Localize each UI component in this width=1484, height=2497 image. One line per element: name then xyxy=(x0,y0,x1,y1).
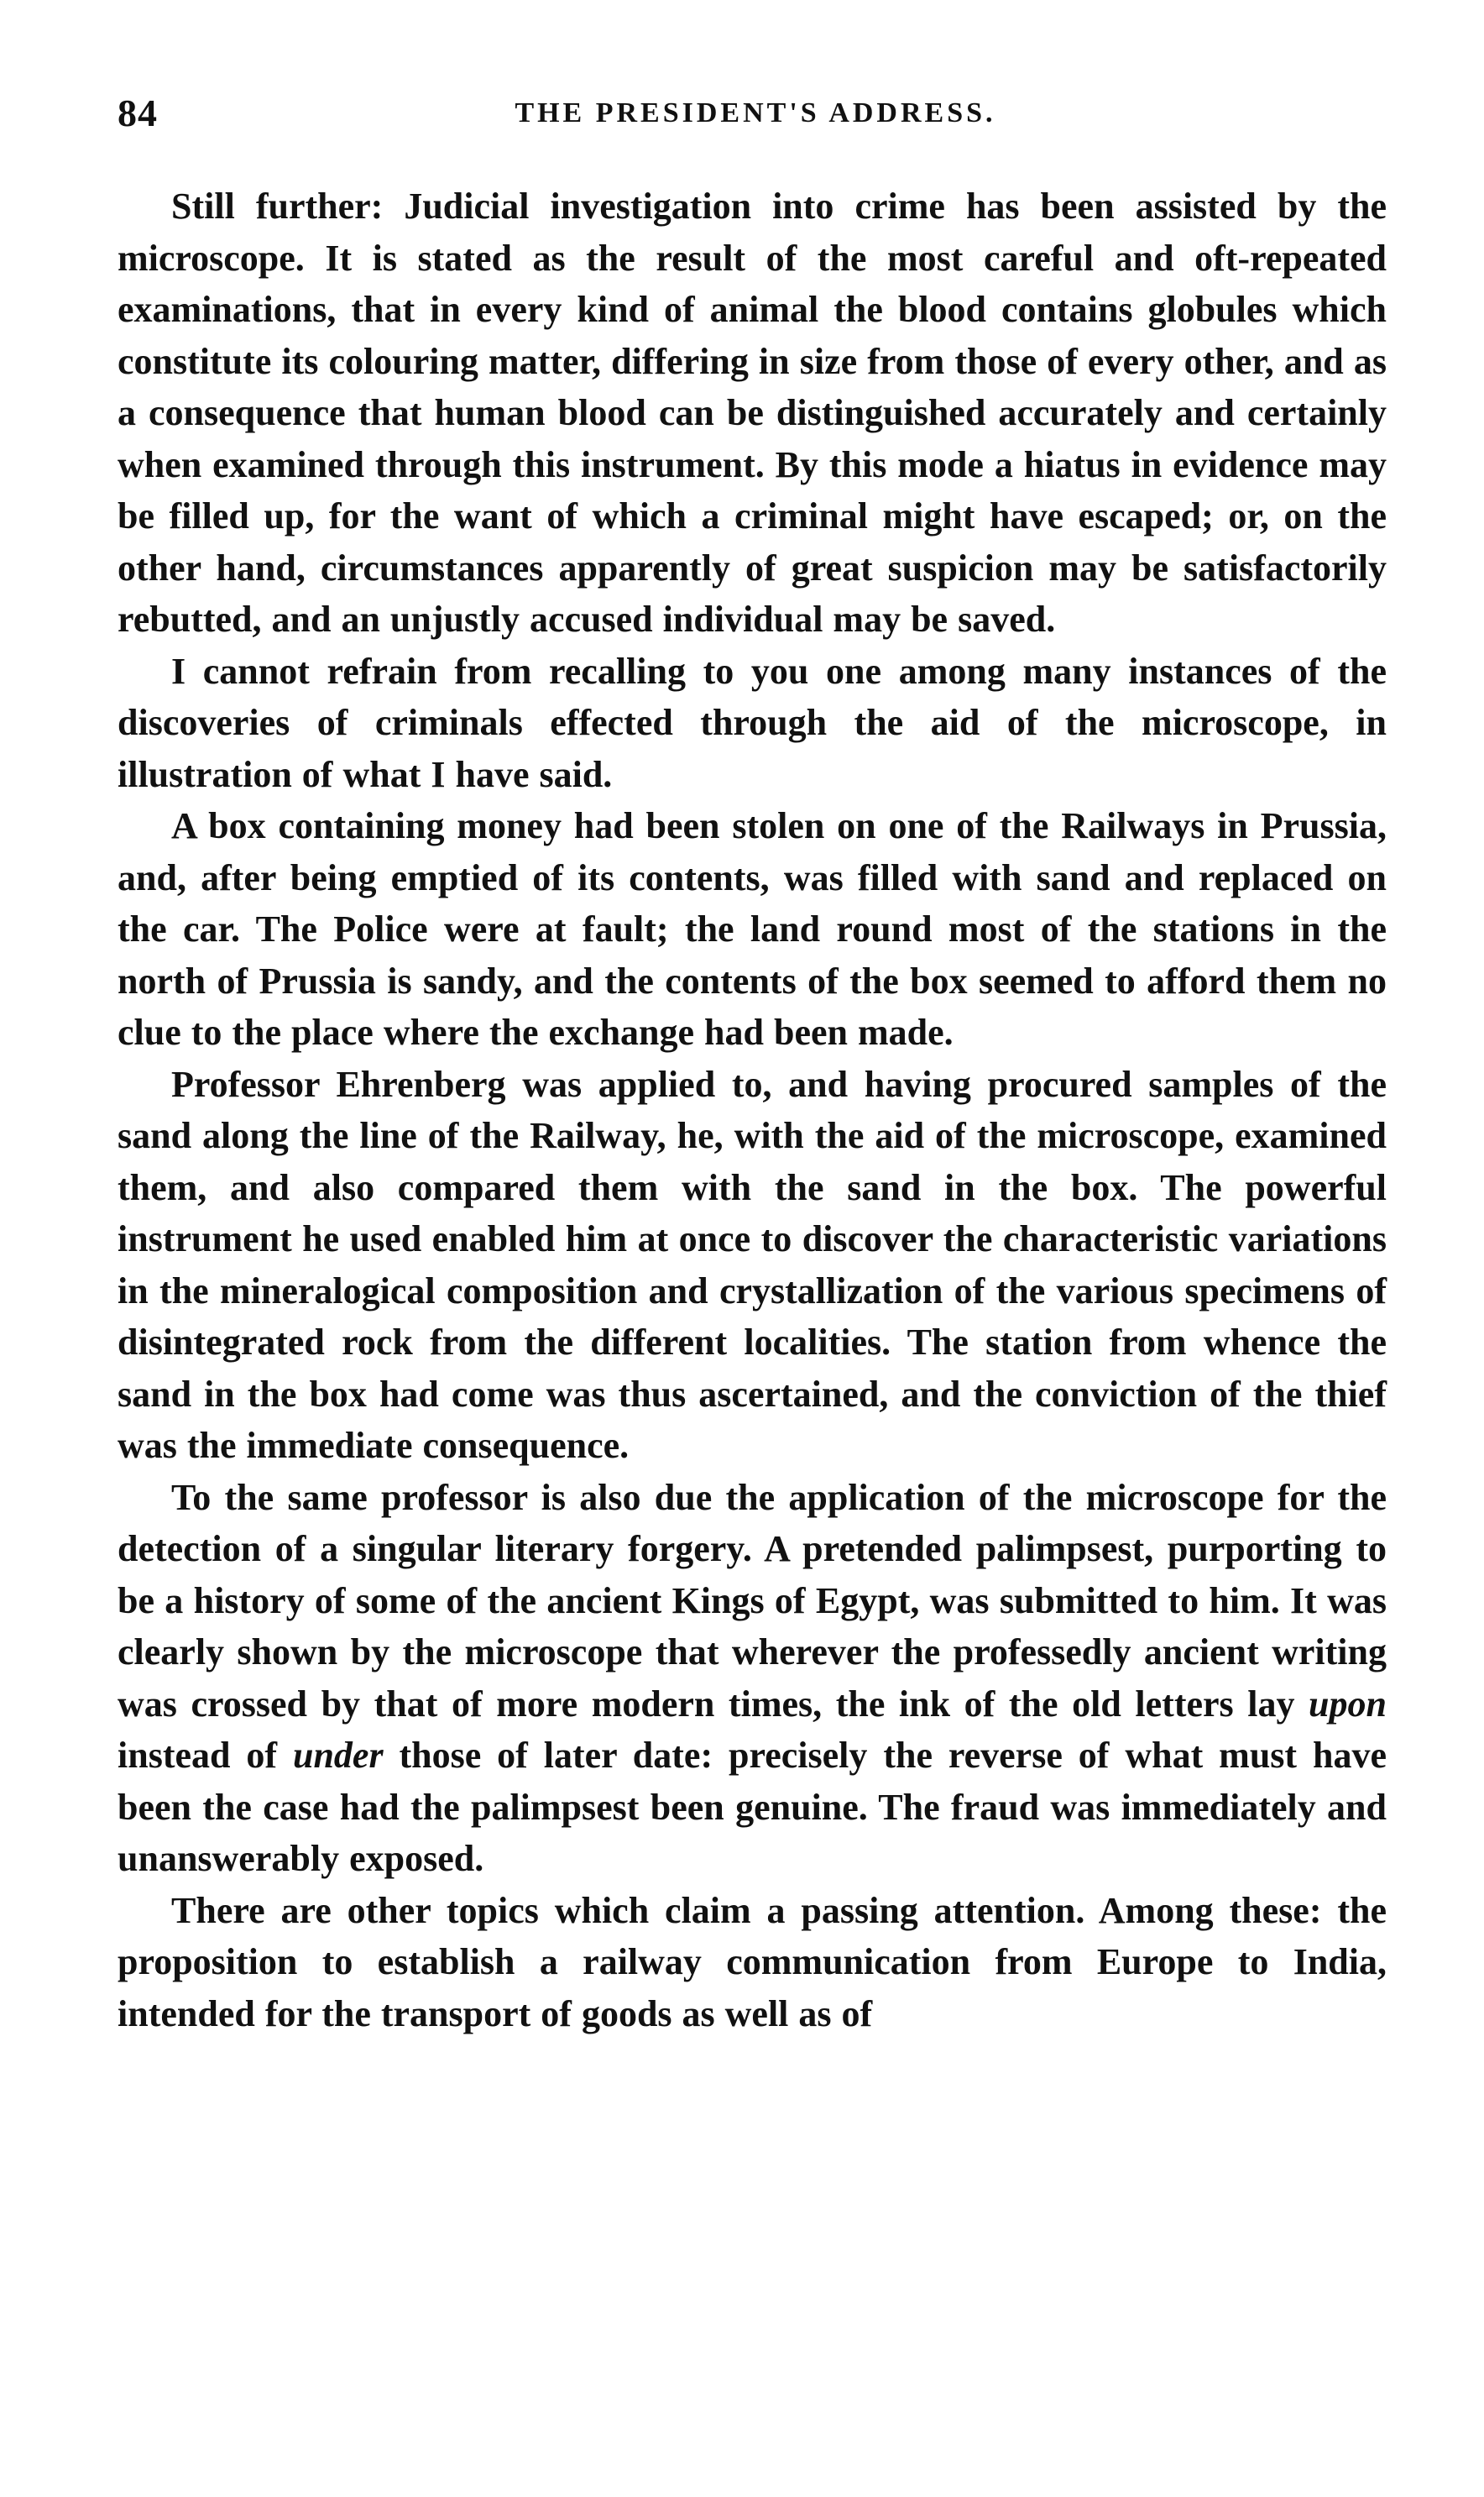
paragraph-palimpsest xyxy=(118,1472,1387,1885)
palimpsest-italic-under: under xyxy=(292,1735,384,1776)
paragraph-other-topics: There are other topics which claim a passing attention. Among these: the proposition to establish a railway communication from Europe to India, intended for the transport of goods as well as of xyxy=(118,1889,1387,2034)
paragraph-ehrenberg: Professor Ehrenberg was applied to, and having procured samples of the sand along the line of the Railway, he, with the aid of the microscope, examined them, and also compared them with the sand in the box. The powerful instrument he used enabled him at once to discover the characteristic variations in the mineralogical composition and crystallization of the various specimens of disintegrated rock from the different localities. The station from whence the sand in the box had come was thus ascertained, and the conviction of the thief was the immediate consequence. xyxy=(118,1063,1387,1466)
palimpsest-italic-upon: upon xyxy=(1309,1683,1387,1725)
paragraph-criminal-instances: I cannot refrain from recalling to you one among many instances of the discoveries of criminals effected through the aid of the microscope, in illustration of what I have said. xyxy=(118,650,1387,795)
paragraph-microscope-blood: Still further: Judicial investigation into crime has been assisted by the microscope. It is stated as the result of the most careful and oft-repeated examinations, that in every kind of animal the blood contains globules which constitute its colouring matter, differing in size from those of every other, and as a consequence that human blood can be distinguished accurately and certainly when examined through this instrument. By this mode a hiatus in evidence may be filled up, for the want of which a criminal might have escaped; or, on the other hand, circumstances apparently of great suspicion may be satisfactorily rebutted, and an unjustly accused individual may be saved. xyxy=(118,186,1387,640)
body-text xyxy=(118,181,1387,2039)
page-number: 84 xyxy=(118,92,158,134)
paragraph-stolen-box: A box containing money had been stolen on one of the Railways in Prussia, and, after being emptied of its contents, was filled with sand and replaced on the car. The Police were at fault; the land round most of the stations in the north of Prussia is sandy, and the contents of the box seemed to afford them no clue to the place where the exchange had been made. xyxy=(118,805,1387,1053)
palimpsest-text-after: those of later date: precisely the reverse of what must have been the case had the palimpsest been genuine. The fraud was immediately and unanswerably exposed. xyxy=(118,1735,1387,1879)
page-header xyxy=(118,91,1393,141)
palimpsest-text-before: To the same professor is also due the application of the microscope for the detection of a singular literary forgery. A pretended palimpsest, purporting to be a history of some of the ancient Kings of Egypt, was submitted to him. It was clearly shown by the microscope that wherever the professedly ancient writing was crossed by that of more modern times, the ink of the old letters lay xyxy=(118,1476,1387,1725)
running-title: THE PRESIDENT'S ADDRESS. xyxy=(515,97,996,128)
palimpsest-text-middle: instead of xyxy=(118,1735,293,1776)
